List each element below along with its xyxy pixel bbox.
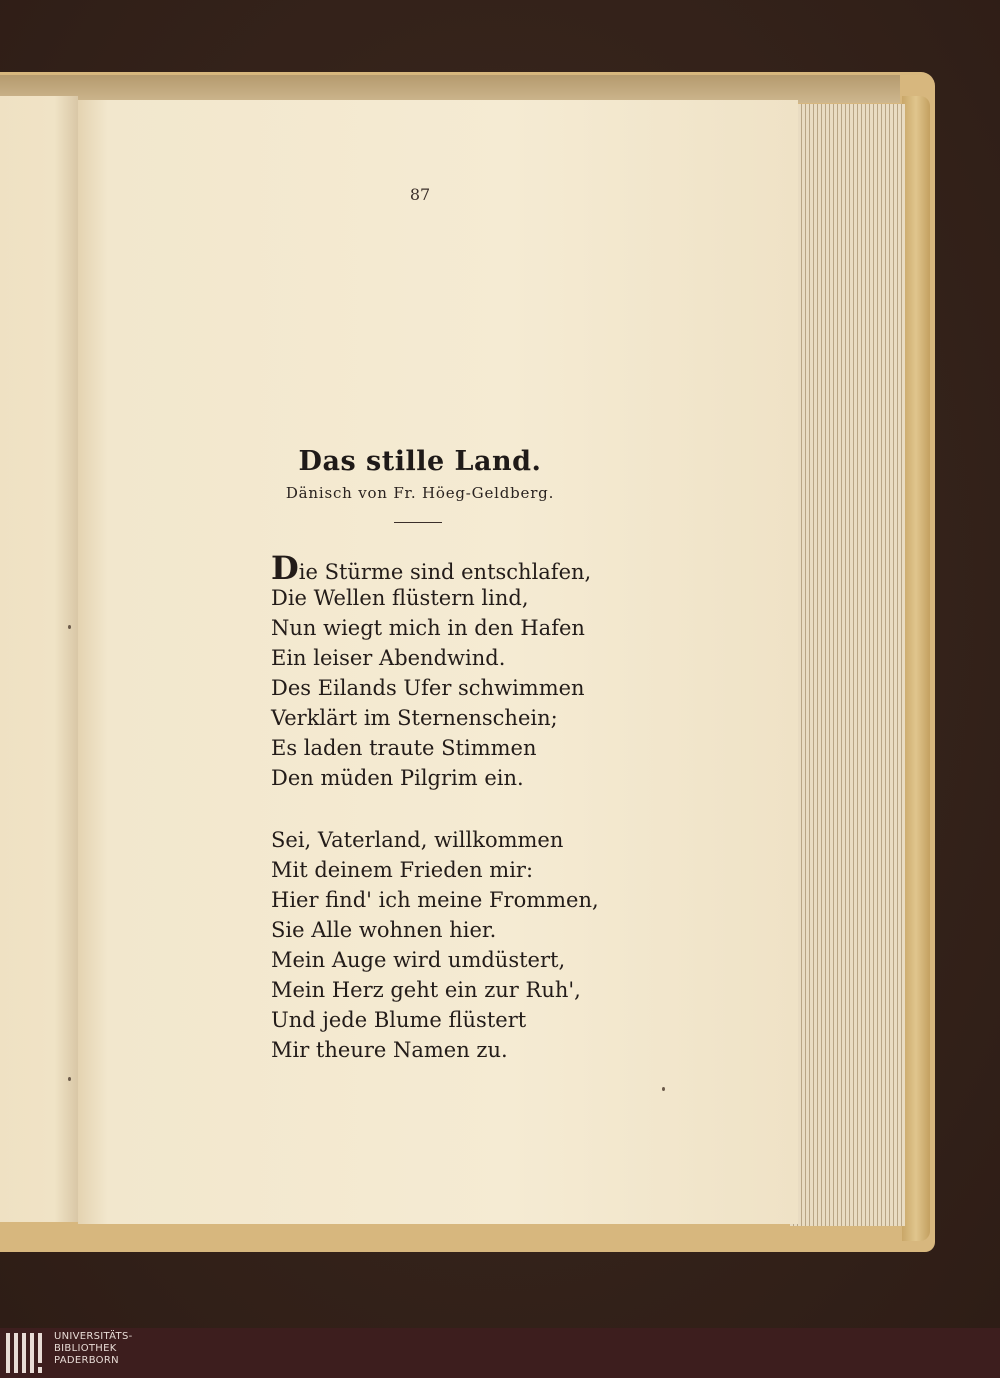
- poem-line: Ein leiser Abendwind.: [271, 646, 506, 670]
- poem-line: Es laden traute Stimmen: [271, 736, 537, 760]
- library-logo-text: [54, 1331, 133, 1367]
- poem-line: Sie Alle wohnen hier.: [271, 918, 497, 942]
- page-number: 87: [409, 185, 431, 204]
- poem-line-text: ie Stürme sind entschlafen,: [298, 560, 592, 584]
- poem-line: Den müden Pilgrim ein.: [271, 766, 524, 790]
- paper-speck: [68, 625, 71, 629]
- poem-line: Sei, Vaterland, willkommen: [271, 828, 564, 852]
- poem-line: Mein Herz geht ein zur Ruh',: [271, 978, 581, 1002]
- page-stack-edge: [790, 104, 905, 1226]
- paper-speck: [68, 1077, 71, 1081]
- book-cover-edge: [902, 96, 930, 1241]
- poem-line: Mir theure Namen zu.: [271, 1038, 508, 1062]
- poem-line: [271, 549, 592, 587]
- book-spine-top: [0, 75, 900, 103]
- drop-cap: D: [271, 549, 299, 587]
- paper-speck: [662, 1087, 665, 1091]
- poem-line: Mein Auge wird umdüstert,: [271, 948, 566, 972]
- logo-text-line: PADERBORN: [54, 1355, 119, 1366]
- poem-title: Das stille Land.: [298, 446, 542, 477]
- logo-text-line: BIBLIOTHEK: [54, 1343, 117, 1354]
- library-logo-icon: [4, 1331, 48, 1375]
- poem-line: Die Wellen flüstern lind,: [271, 586, 529, 610]
- poem-line: Nun wiegt mich in den Hafen: [271, 616, 585, 640]
- poem-line: Des Eilands Ufer schwimmen: [271, 676, 585, 700]
- library-footer: [0, 1328, 1000, 1378]
- poem-line: Hier find' ich meine Frommen,: [271, 888, 599, 912]
- title-divider: [394, 522, 442, 523]
- poem-line: Verklärt im Sternenschein;: [271, 706, 558, 730]
- stanza-1: [271, 549, 592, 793]
- logo-text-line: UNIVERSITÄTS-: [54, 1331, 133, 1342]
- left-page: [0, 96, 78, 1222]
- poem-line: Mit deinem Frieden mir:: [271, 858, 534, 882]
- poem-line: Und jede Blume flüstert: [271, 1008, 527, 1032]
- poem-subtitle: Dänisch von Fr. Höeg-Geldberg.: [285, 484, 555, 502]
- stanza-2: [271, 825, 599, 1065]
